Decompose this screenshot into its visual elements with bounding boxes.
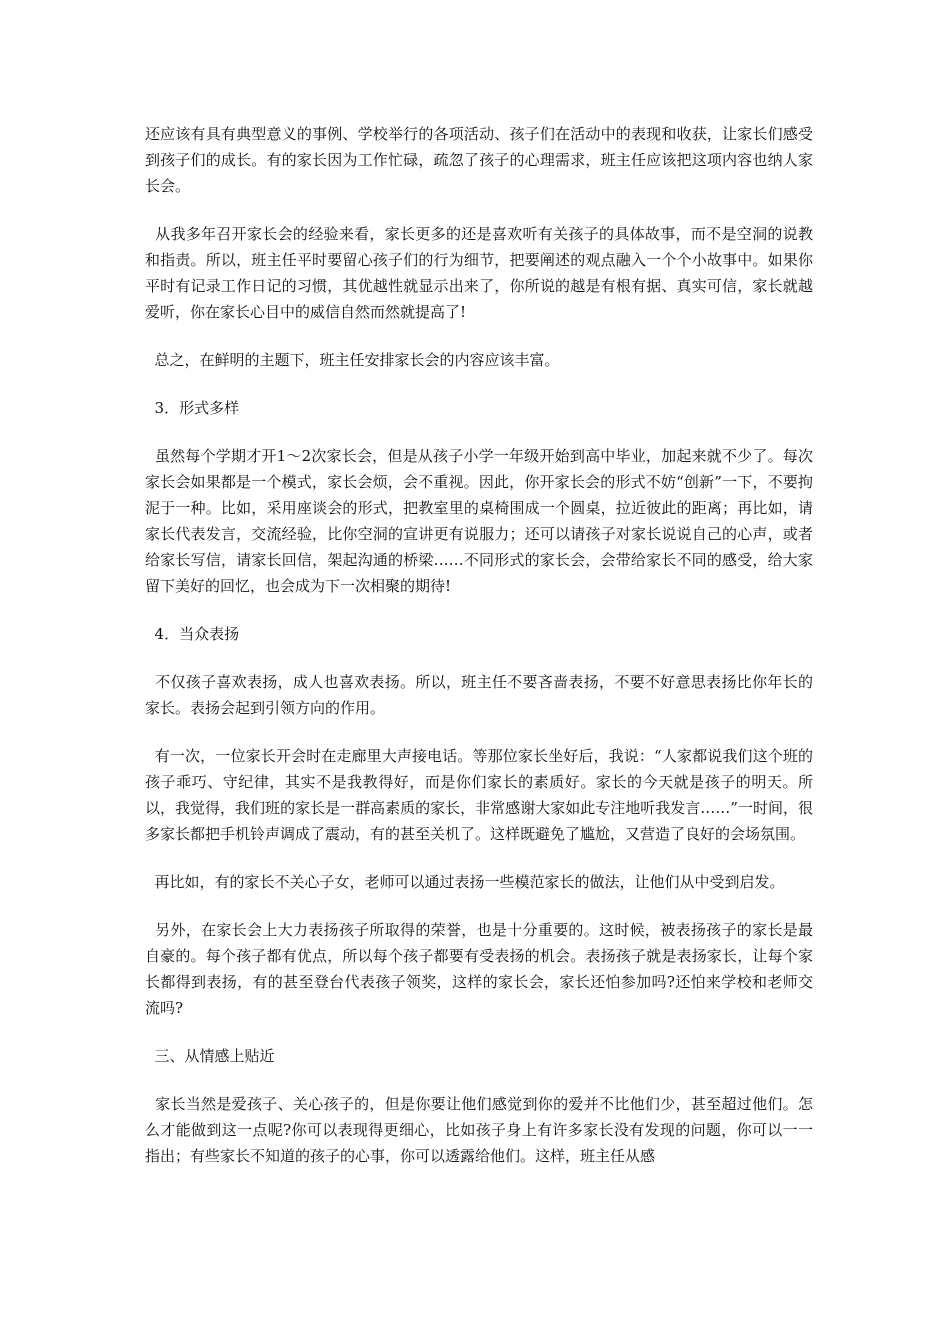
paragraph-stories: 从我多年召开家长会的经验来看，家长更多的还是喜欢听有关孩子的具体故事，而不是空洞的说教和指责。所以，班主任平时要留心孩子们的行为细节，把要阐述的观点融入一个个小故事中。如果你平时有记录工作日记的习惯，其优越性就显示出来了，你所说的越是有根有据、真实可信，家长就越爱听，你在家长心目中的威信自然而然就提高了! xyxy=(145,225,813,321)
paragraph-phone-anecdote: 有一次，一位家长开会时在走廊里大声接电话。等那位家长坐好后，我说：“人家都说我们这个班的孩子乖巧、守纪律，其实不是我教得好，而是你们家长的素质好。家长的今天就是孩子的明天。所以，我觉得，我们班的家长是一群高素质的家长，非常感谢大家如此专注地听我发言……”一时间，很多家长都把手机铃声调成了震动，有的甚至关机了。这样既避免了尴尬，又营造了良好的会场氛围。 xyxy=(145,747,813,843)
paragraph-emotional-closeness: 家长当然是爱孩子、关心孩子的，但是你要让他们感觉到你的爱并不比他们少，甚至超过他们。怎么才能做到这一点呢?你可以表现得更细心，比如孩子身上有许多家长没有发现的问题，你可以一一指出；有些家长不知道的孩子的心事，你可以透露给他们。这样，班主任从感 xyxy=(145,1095,813,1165)
paragraph-model-parents: 再比如，有的家长不关心子女，老师可以通过表扬一些模范家长的做法，让他们从中受到启发。 xyxy=(145,873,785,891)
paragraph-varied-forms: 虽然每个学期才开1～2次家长会，但是从孩子小学一年级开始到高中毕业，加起来就不少了。每次家长会如果都是一个模式，家长会烦，会不重视。因此，你开家长会的形式不妨“创新”一下，不要拘泥于一种。比如，采用座谈会的形式，把教室里的桌椅围成一个圆桌，拉近彼此的距离；再比如，请家长代表发言，交流经验，比你空洞的宣讲更有说服力；还可以请孩子对家长说说自己的心声，或者给家长写信，请家长回信，架起沟通的桥梁……不同形式的家长会，会带给家长不同的感受，给大家留下美好的回忆，也会成为下一次相聚的期待! xyxy=(145,447,813,595)
section-heading-3: 3．形式多样 xyxy=(145,399,240,417)
section-heading-4: 4．当众表扬 xyxy=(145,625,240,643)
paragraph-praise: 不仅孩子喜欢表扬，成人也喜欢表扬。所以，班主任不要吝啬表扬，不要不好意思表扬比你年长的家长。表扬会起到引领方向的作用。 xyxy=(145,673,813,717)
paragraph-intro-continuation: 还应该有具有典型意义的事例、学校举行的各项活动、孩子们在活动中的表现和收获，让家长们感受到孩子们的成长。有的家长因为工作忙碌，疏忽了孩子的心理需求，班主任应该把这项内容也纳人家长会。 xyxy=(145,125,813,195)
paragraph-summary: 总之，在鲜明的主题下，班主任安排家长会的内容应该丰富。 xyxy=(145,351,560,369)
paragraph-honors: 另外，在家长会上大力表扬孩子所取得的荣誉，也是十分重要的。这时候，被表扬孩子的家长是最自豪的。每个孩子都有优点，所以每个孩子都要有受表扬的机会。表扬孩子就是表扬家长，让每个家长都得到表扬，有的甚至登台代表孩子领奖，这样的家长会，家长还怕参加吗?还怕来学校和老师交流吗? xyxy=(145,921,813,1017)
document-body xyxy=(145,121,813,1169)
section-heading-three: 三、从情感上贴近 xyxy=(145,1047,275,1065)
